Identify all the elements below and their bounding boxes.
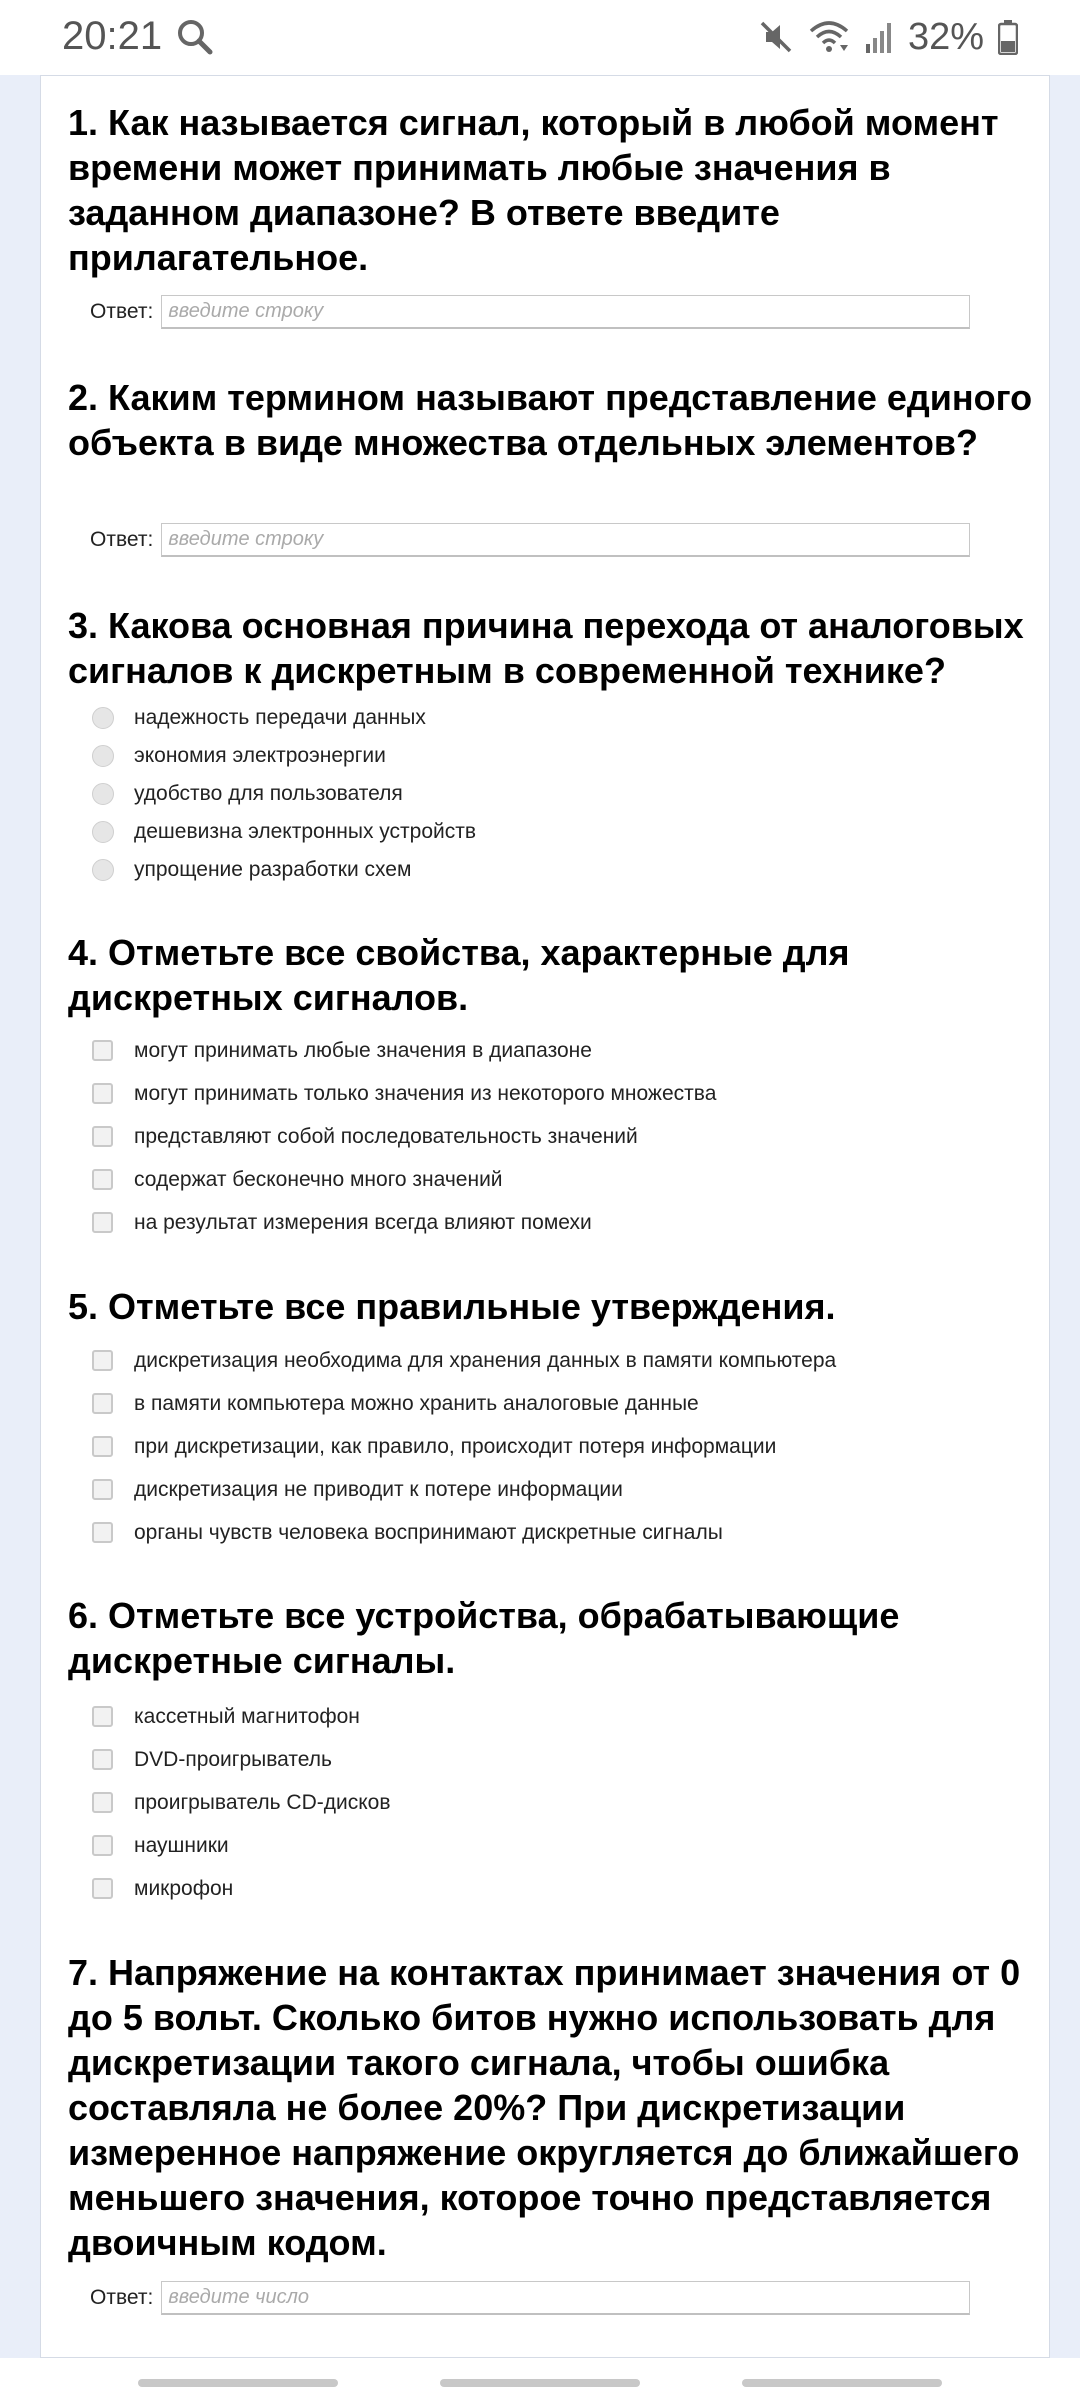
checkbox[interactable]	[92, 1083, 113, 1104]
answer-row-2	[90, 521, 970, 559]
question-title: 7. Напряжение на контактах принимает значения от 0 до 5 вольт. Сколько битов нужно использовать для дискретизации такого сигнала, чтобы ошибка составляла не более 20%? При дискретизации измеренное напряжение округляется до ближайшего меньшего значения, которое точно представляется двоичным кодом.	[68, 1952, 1021, 2263]
checkbox-option[interactable]	[92, 1791, 391, 1815]
navigation-bar	[0, 2358, 1080, 2400]
option-label: в памяти компьютера можно хранить аналоговые данные	[134, 1392, 699, 1415]
option-label: дискретизация не приводит к потере информации	[134, 1478, 623, 1501]
radio-option[interactable]	[92, 820, 476, 844]
status-time: 20:21	[62, 14, 163, 58]
checkbox-option[interactable]	[92, 1168, 503, 1192]
option-label: могут принимать любые значения в диапазоне	[134, 1039, 592, 1062]
checkbox-option[interactable]	[92, 1877, 233, 1901]
checkbox[interactable]	[92, 1479, 113, 1500]
question-title: 3. Какова основная причина перехода от аналоговых сигналов к дискретным в современной технике?	[68, 605, 1024, 691]
option-label: при дискретизации, как правило, происходит потеря информации	[134, 1435, 777, 1458]
checkbox-option[interactable]	[92, 1834, 229, 1858]
option-label: DVD-проигрыватель	[134, 1748, 332, 1771]
radio-button[interactable]	[92, 859, 114, 881]
mute-icon	[758, 19, 794, 55]
checkbox[interactable]	[92, 1436, 113, 1457]
answer-label: Ответ:	[90, 2286, 154, 2309]
option-label: органы чувств человека воспринимают дискретные сигналы	[134, 1521, 723, 1544]
checkbox[interactable]	[92, 1749, 113, 1770]
checkbox[interactable]	[92, 1350, 113, 1371]
radio-button[interactable]	[92, 745, 114, 767]
question-4	[68, 930, 1058, 1020]
option-label: проигрыватель CD-дисков	[134, 1791, 391, 1814]
option-label: содержат бесконечно много значений	[134, 1168, 503, 1191]
checkbox-option[interactable]	[92, 1435, 776, 1459]
status-icons	[758, 14, 1018, 60]
battery-icon	[998, 19, 1018, 55]
answer-label: Ответ:	[90, 528, 154, 551]
option-label: могут принимать только значения из некоторого множества	[134, 1082, 717, 1105]
home-button[interactable]	[440, 2379, 640, 2387]
question-title: 6. Отметьте все устройства, обрабатывающие дискретные сигналы.	[68, 1595, 900, 1681]
option-label: дешевизна электронных устройств	[134, 820, 477, 843]
battery-percent: 32%	[907, 15, 984, 58]
question-1	[68, 100, 1058, 280]
checkbox-option[interactable]	[92, 1349, 836, 1373]
option-label: дискретизация необходима для хранения данных в памяти компьютера	[134, 1349, 837, 1372]
answer-input-2[interactable]	[161, 523, 970, 557]
checkbox-option[interactable]	[92, 1211, 592, 1235]
checkbox-option[interactable]	[92, 1039, 592, 1063]
question-3	[68, 603, 1058, 693]
option-label: удобство для пользователя	[134, 782, 403, 805]
checkbox-option[interactable]	[92, 1392, 699, 1416]
option-label: наушники	[134, 1834, 229, 1857]
checkbox[interactable]	[92, 1040, 113, 1061]
answer-row-7	[90, 2279, 970, 2317]
radio-option[interactable]	[92, 782, 403, 806]
radio-option[interactable]	[92, 744, 386, 768]
question-title: 4. Отметьте все свойства, характерные для дискретных сигналов.	[68, 932, 850, 1018]
checkbox-option[interactable]	[92, 1748, 332, 1772]
question-6	[68, 1593, 1058, 1683]
question-5	[68, 1284, 1058, 1329]
radio-button[interactable]	[92, 821, 114, 843]
answer-input-1[interactable]	[161, 295, 970, 329]
question-title: 2. Каким термином называют представление единого объекта в виде множества отдельных элементов?	[68, 377, 1033, 463]
question-title: 5. Отметьте все правильные утверждения.	[68, 1286, 836, 1327]
radio-button[interactable]	[92, 707, 114, 729]
search-icon[interactable]	[176, 18, 214, 56]
checkbox[interactable]	[92, 1126, 113, 1147]
signal-icon	[864, 20, 894, 54]
checkbox[interactable]	[92, 1878, 113, 1899]
answer-label: Ответ:	[90, 300, 154, 323]
radio-option[interactable]	[92, 706, 426, 730]
question-7	[68, 1950, 1058, 2265]
checkbox-option[interactable]	[92, 1705, 360, 1729]
status-bar	[0, 0, 1080, 75]
question-2	[68, 375, 1058, 465]
option-label: кассетный магнитофон	[134, 1705, 360, 1728]
wifi-icon	[808, 19, 850, 55]
radio-button[interactable]	[92, 783, 114, 805]
radio-option[interactable]	[92, 858, 411, 882]
back-button[interactable]	[742, 2379, 942, 2387]
option-label: упрощение разработки схем	[134, 858, 412, 881]
option-label: представляют собой последовательность значений	[134, 1125, 638, 1148]
checkbox-option[interactable]	[92, 1521, 723, 1545]
quiz-page	[40, 75, 1050, 2358]
option-label: на результат измерения всегда влияют помехи	[134, 1211, 592, 1234]
checkbox-option[interactable]	[92, 1125, 638, 1149]
checkbox-option[interactable]	[92, 1082, 716, 1106]
checkbox[interactable]	[92, 1212, 113, 1233]
recents-button[interactable]	[138, 2379, 338, 2387]
option-label: микрофон	[134, 1877, 234, 1900]
answer-row-1	[90, 293, 970, 331]
answer-input-7[interactable]	[161, 2281, 970, 2315]
checkbox[interactable]	[92, 1706, 113, 1727]
option-label: надежность передачи данных	[134, 706, 426, 729]
checkbox[interactable]	[92, 1792, 113, 1813]
checkbox[interactable]	[92, 1835, 113, 1856]
checkbox[interactable]	[92, 1393, 113, 1414]
checkbox[interactable]	[92, 1522, 113, 1543]
checkbox[interactable]	[92, 1169, 113, 1190]
option-label: экономия электроэнергии	[134, 744, 386, 767]
checkbox-option[interactable]	[92, 1478, 623, 1502]
question-title: 1. Как называется сигнал, который в любой момент времени может принимать любые значения в заданном диапазоне? В ответе введите прилагательное.	[68, 102, 999, 278]
